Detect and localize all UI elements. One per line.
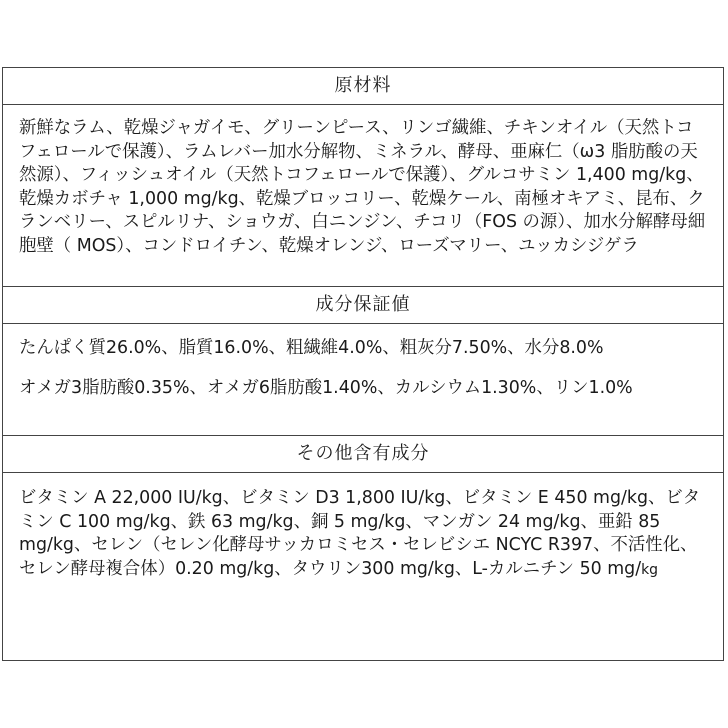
guaranteed-analysis-heading-text: 成分保証値 xyxy=(315,294,411,315)
ingredients-heading-text: 原材料 xyxy=(334,75,392,96)
ingredients-table xyxy=(2,67,724,661)
analysis-line-2: オメガ3脂肪酸0.35%、オメガ6脂肪酸1.40%、カルシウム1.30%、リン1.0% xyxy=(19,377,633,398)
other-ingredients-heading xyxy=(3,436,723,473)
other-ingredients-list xyxy=(19,487,707,582)
other-ingredients-text: ビタミン A 22,000 IU/kg、ビタミン D3 1,800 IU/kg、ビタミン E 450 mg/kg、ビタミン C 100 mg/kg、鉄 63 mg/kg、銅 5 mg/kg、マンガン 24 mg/kg、亜鉛 85 mg/kg、セレン（セレン化酵母サッカロミセス・セレビシエ NCYC R397、不活性化、セレン酵母複合体）0.20 mg/kg、タウリン300 mg/kg、L-カルニチン 50 mg/ xyxy=(19,488,701,579)
other-ingredients-body xyxy=(3,473,723,660)
ingredients-list: 新鮮なラム、乾燥ジャガイモ、グリーンピース、リンゴ繊維、チキンオイル（天然トコフェロールで保護）、ラムレバー加水分解物、ミネラル、酵母、亜麻仁（ω3 脂肪酸の天然源）、フィッシュオイル（天然トコフェロールで保護）、グルコサミン 1,400 mg/kg、乾燥カボチャ 1,000 mg/kg、乾燥ブロッコリー、乾燥ケール、南極オキアミ、昆布、クランベリー、スピルリナ、ショウガ、白ニンジン、チコリ（FOS の源）、加水分解酵母細胞壁（ MOS）、コンドロイチン、乾燥オレンジ、ローズマリー、ユッカシジゲラ xyxy=(19,118,706,256)
guaranteed-analysis-body xyxy=(3,324,723,436)
analysis-line-1: たんぱく質26.0%、脂質16.0%、粗繊維4.0%、粗灰分7.50%、水分8.0% xyxy=(19,338,604,358)
other-ingredients-tail-unit: kg xyxy=(641,561,659,578)
ingredients-body xyxy=(3,105,723,287)
other-ingredients-heading-text: その他含有成分 xyxy=(296,443,430,464)
guaranteed-analysis-heading xyxy=(3,287,723,324)
ingredients-heading xyxy=(3,68,723,105)
